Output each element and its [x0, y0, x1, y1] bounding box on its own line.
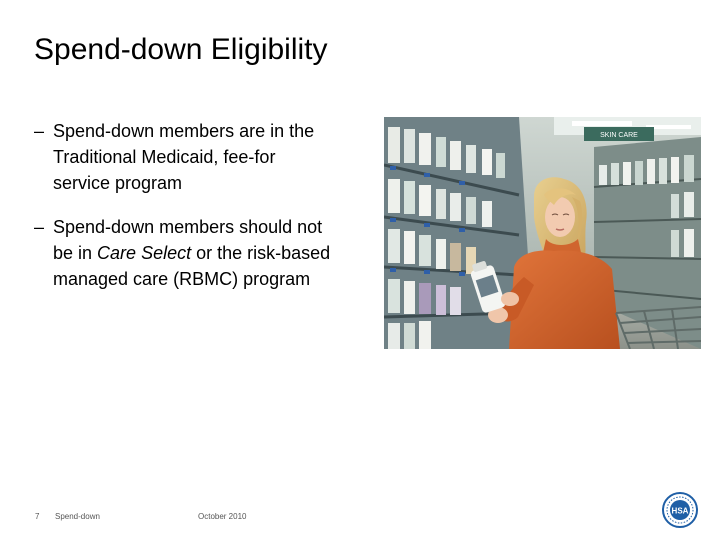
bullet-line: service program	[53, 173, 183, 193]
bullet-item	[34, 214, 374, 292]
aisle-sign-text: SKIN CARE	[600, 132, 638, 139]
hsa-logo	[661, 491, 699, 529]
bullet-text: be in	[53, 243, 98, 263]
bullet-dash: –	[34, 121, 45, 141]
bullet-text: or the risk-based	[191, 243, 331, 263]
bullet-line	[53, 240, 374, 266]
program-name-italic: Care Select	[97, 243, 192, 263]
logo-text: HSA	[671, 506, 689, 516]
page-number: 7	[35, 512, 40, 521]
slide-title: Spend-down Eligibility	[34, 33, 328, 66]
bullet-item	[34, 118, 374, 196]
bullet-line: managed care (RBMC) program	[53, 269, 311, 289]
bullet-list	[34, 118, 374, 310]
bullet-line: Traditional Medicaid, fee-for	[53, 147, 276, 167]
footer-label: Spend-down	[55, 512, 100, 521]
shopper-photo	[384, 117, 701, 349]
bullet-line: Spend-down members should not	[53, 217, 323, 237]
footer-date: October 2010	[198, 512, 247, 521]
bullet-dash: –	[34, 217, 45, 237]
bullet-line: Spend-down members are in the	[53, 121, 315, 141]
